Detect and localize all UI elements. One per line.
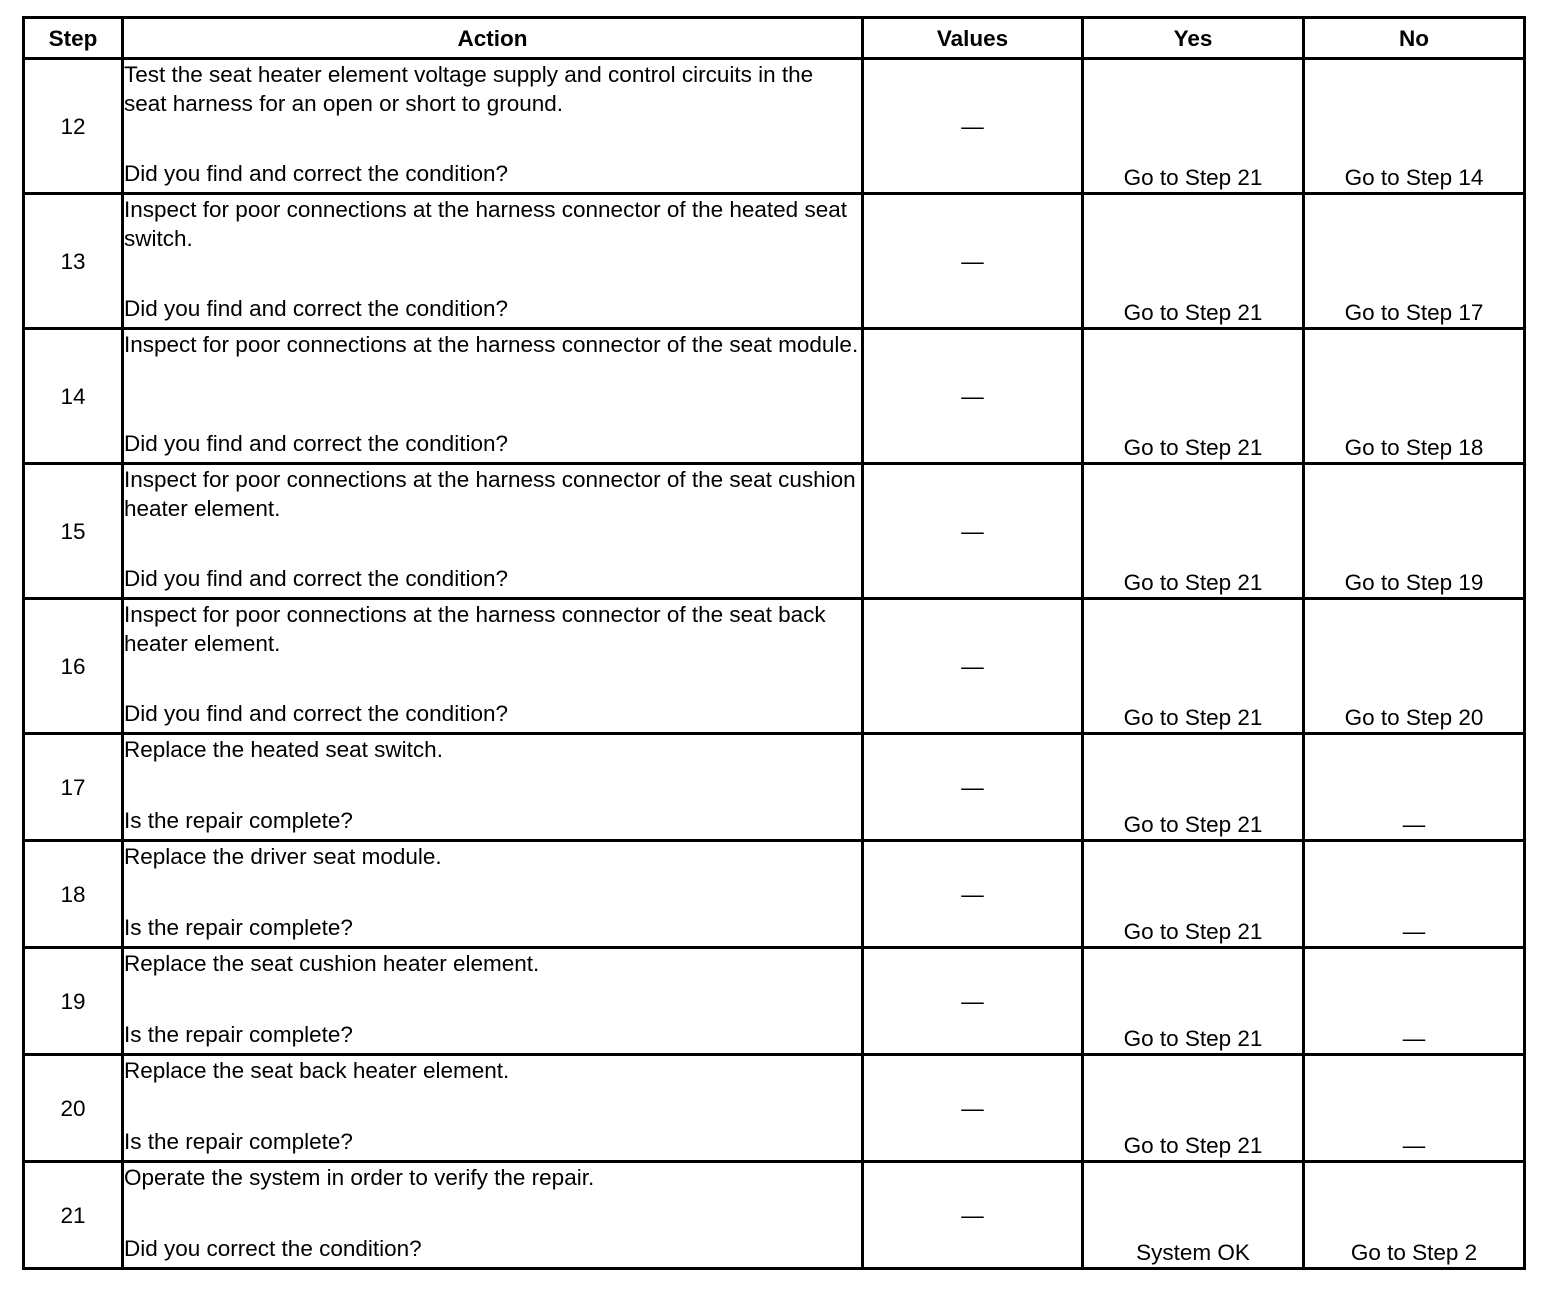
step-number: 14 [24, 329, 123, 464]
yes-cell: Go to Step 21 [1083, 329, 1304, 464]
header-action: Action [123, 18, 863, 59]
action-question: Did you find and correct the condition? [124, 296, 508, 321]
no-cell: — [1304, 734, 1525, 841]
step-number: 18 [24, 841, 123, 948]
step-number: 12 [24, 59, 123, 194]
values-cell: — [863, 1055, 1083, 1162]
action-text: Operate the system in order to verify the repair. [124, 1165, 595, 1190]
yes-cell: System OK [1083, 1162, 1304, 1269]
step-number: 20 [24, 1055, 123, 1162]
action-cell [123, 464, 863, 599]
table-row [24, 1055, 1525, 1162]
no-cell: Go to Step 19 [1304, 464, 1525, 599]
action-question: Did you find and correct the condition? [124, 161, 508, 186]
step-number: 17 [24, 734, 123, 841]
action-text: Inspect for poor connections at the harness connector of the seat back heater element. [124, 602, 826, 656]
yes-cell: Go to Step 21 [1083, 841, 1304, 948]
header-no: No [1304, 18, 1525, 59]
action-question: Did you find and correct the condition? [124, 701, 508, 726]
action-question: Did you find and correct the condition? [124, 566, 508, 591]
values-cell: — [863, 599, 1083, 734]
header-row [24, 18, 1525, 59]
action-cell [123, 1162, 863, 1269]
table-row [24, 329, 1525, 464]
step-number: 16 [24, 599, 123, 734]
yes-cell: Go to Step 21 [1083, 1055, 1304, 1162]
action-question: Did you find and correct the condition? [124, 431, 508, 456]
no-cell: Go to Step 14 [1304, 59, 1525, 194]
action-question: Is the repair complete? [124, 808, 353, 833]
action-text: Inspect for poor connections at the harness connector of the seat module. [124, 332, 859, 357]
yes-cell: Go to Step 21 [1083, 948, 1304, 1055]
yes-cell: Go to Step 21 [1083, 59, 1304, 194]
values-cell: — [863, 59, 1083, 194]
action-cell [123, 194, 863, 329]
table-row [24, 1162, 1525, 1269]
yes-cell: Go to Step 21 [1083, 464, 1304, 599]
diagnostic-table [22, 16, 1526, 1270]
no-cell: — [1304, 1055, 1525, 1162]
table-row [24, 948, 1525, 1055]
values-cell: — [863, 734, 1083, 841]
action-text: Inspect for poor connections at the harness connector of the heated seat switch. [124, 197, 847, 251]
action-text: Replace the seat back heater element. [124, 1058, 510, 1083]
action-text: Replace the seat cushion heater element. [124, 951, 540, 976]
yes-cell: Go to Step 21 [1083, 599, 1304, 734]
action-cell [123, 841, 863, 948]
values-cell: — [863, 1162, 1083, 1269]
no-cell: — [1304, 948, 1525, 1055]
no-cell: Go to Step 2 [1304, 1162, 1525, 1269]
table-row [24, 599, 1525, 734]
no-cell: Go to Step 18 [1304, 329, 1525, 464]
action-text: Inspect for poor connections at the harness connector of the seat cushion heater element. [124, 467, 856, 521]
values-cell: — [863, 194, 1083, 329]
values-cell: — [863, 841, 1083, 948]
table-row [24, 841, 1525, 948]
action-cell [123, 599, 863, 734]
no-cell: Go to Step 17 [1304, 194, 1525, 329]
step-number: 19 [24, 948, 123, 1055]
action-text: Replace the heated seat switch. [124, 737, 443, 762]
yes-cell: Go to Step 21 [1083, 734, 1304, 841]
values-cell: — [863, 948, 1083, 1055]
action-text: Replace the driver seat module. [124, 844, 442, 869]
action-question: Is the repair complete? [124, 1129, 353, 1154]
action-cell [123, 59, 863, 194]
action-question: Is the repair complete? [124, 915, 353, 940]
values-cell: — [863, 464, 1083, 599]
header-yes: Yes [1083, 18, 1304, 59]
action-cell [123, 329, 863, 464]
action-cell [123, 1055, 863, 1162]
table-row [24, 59, 1525, 194]
step-number: 15 [24, 464, 123, 599]
table-row [24, 194, 1525, 329]
table-row [24, 734, 1525, 841]
step-number: 21 [24, 1162, 123, 1269]
yes-cell: Go to Step 21 [1083, 194, 1304, 329]
action-text: Test the seat heater element voltage supply and control circuits in the seat harness for an open or short to ground. [124, 62, 814, 116]
values-cell: — [863, 329, 1083, 464]
action-question: Did you correct the condition? [124, 1236, 422, 1261]
step-number: 13 [24, 194, 123, 329]
no-cell: Go to Step 20 [1304, 599, 1525, 734]
no-cell: — [1304, 841, 1525, 948]
table-row [24, 464, 1525, 599]
action-question: Is the repair complete? [124, 1022, 353, 1047]
action-cell [123, 948, 863, 1055]
header-step: Step [24, 18, 123, 59]
header-values: Values [863, 18, 1083, 59]
action-cell [123, 734, 863, 841]
